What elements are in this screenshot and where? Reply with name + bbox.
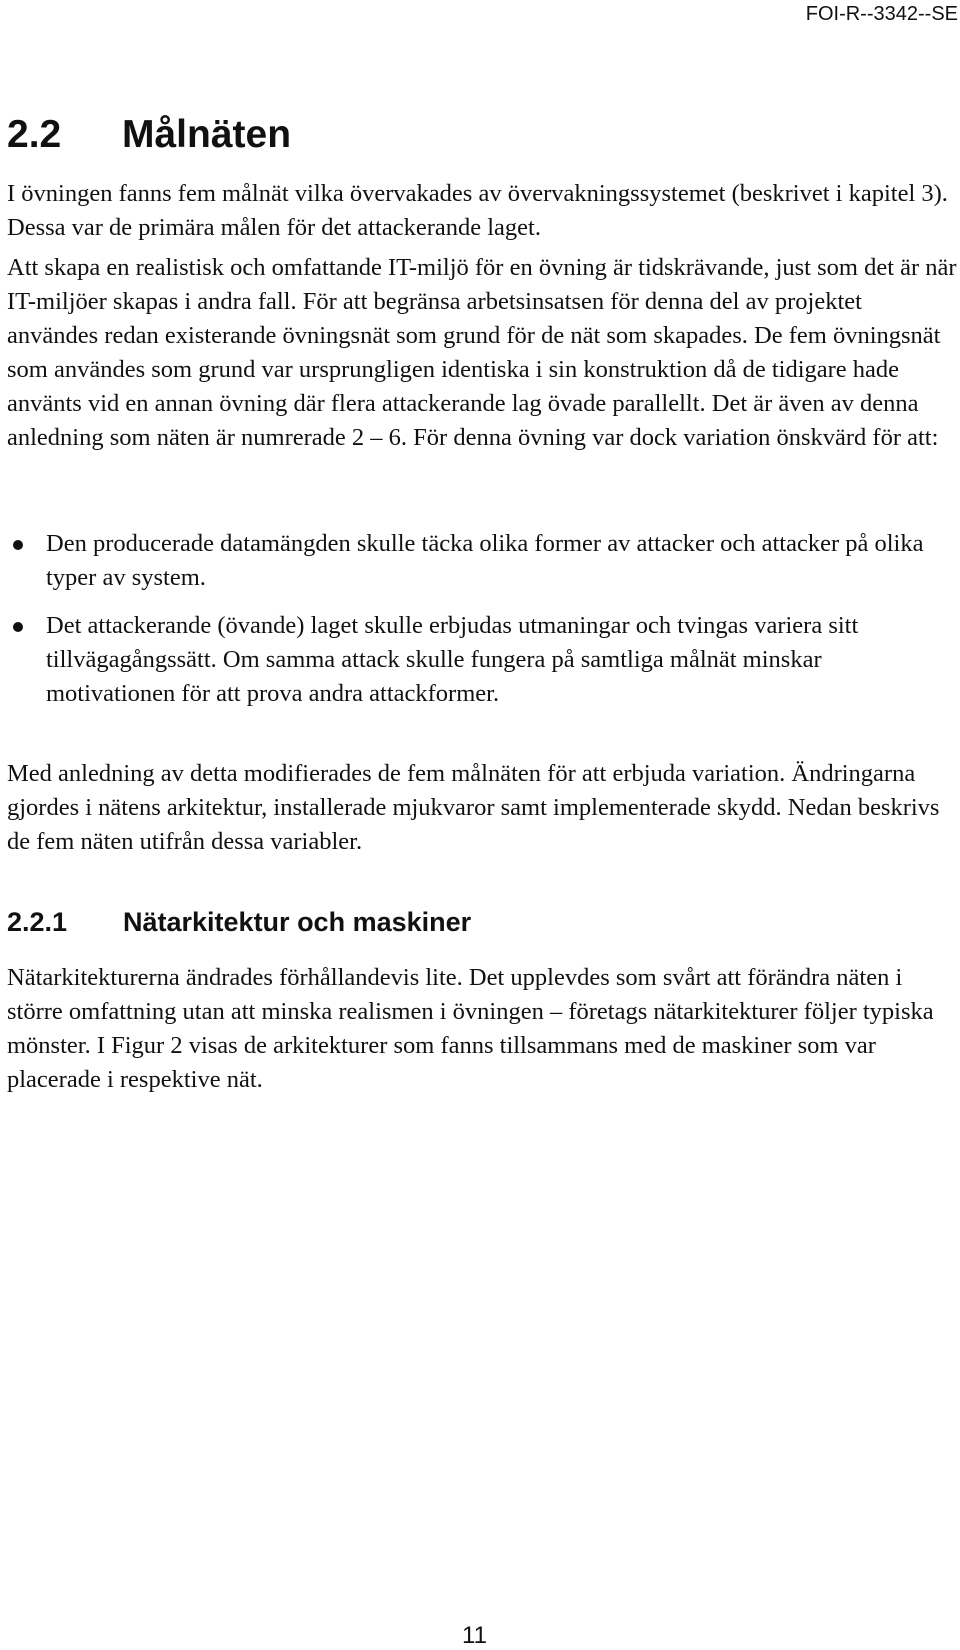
list-item-text: Det attackerande (övande) laget skulle erbjudas utmaningar och tvingas variera sitt tillvägagångssätt. Om samma attack skulle fungera på samtliga målnät minskar motivationen för att prova andra attackformer. <box>46 612 859 707</box>
section-heading <box>7 112 291 158</box>
section-title: Målnäten <box>122 113 292 156</box>
list-item-text: Den producerade datamängden skulle täcka olika former av attacker och attacker på olika typer av system. <box>46 530 924 591</box>
list-item <box>0 527 946 595</box>
intro-paragraph: I övningen fanns fem målnät vilka övervakades av övervakningssystemet (beskrivet i kapitel 3). Dessa var de primära målen för det attackerande laget. <box>7 180 948 241</box>
conclusion-paragraph: Med anledning av detta modifierades de fem målnäten för att erbjuda variation. Ändringarna gjordes i nätens arkitektur, installerade mjukvaror samt implementerade skydd. Nedan beskrivs de fem näten utifrån dessa variabler. <box>7 760 940 855</box>
architecture-paragraph: Nätarkitekturerna ändrades förhållandevis lite. Det upplevdes som svårt att förändra näten i större omfattning utan att minska realismen i övningen – företags nätarkitekturer följer typiska mönster. I Figur 2 visas de arkitekturer som fanns tillsammans med de maskiner som var placerade i respektive nät. <box>7 964 934 1093</box>
report-id: FOI-R--3342--SE <box>805 3 958 25</box>
list-item <box>0 609 946 711</box>
bullet-icon <box>13 540 23 550</box>
context-paragraph: Att skapa en realistisk och omfattande IT-miljö för en övning är tidskrävande, just som det är när IT-miljöer skapas i andra fall. För att begränsa arbetsinsatsen för denna del av projektet användes redan existerande övningsnät som grund för de nät som skapades. De fem övningsnät som användes som grund var ursprungligen identiska i sin konstruktion då de tidigare hade använts vid en annan övning där flera attackerande lag övade parallellt. Det är även av denna anledning som näten är numrerade 2 – 6. För denna övning var dock variation önskvärd för att: <box>7 254 957 451</box>
requirements-list <box>0 527 960 711</box>
section-number: 2.2 <box>7 113 62 156</box>
subsection-title: Nätarkitektur och maskiner <box>123 907 472 937</box>
bullet-icon <box>13 622 23 632</box>
subsection-heading <box>7 905 471 939</box>
subsection-number: 2.2.1 <box>7 907 68 937</box>
page-number: 11 <box>462 1622 487 1649</box>
